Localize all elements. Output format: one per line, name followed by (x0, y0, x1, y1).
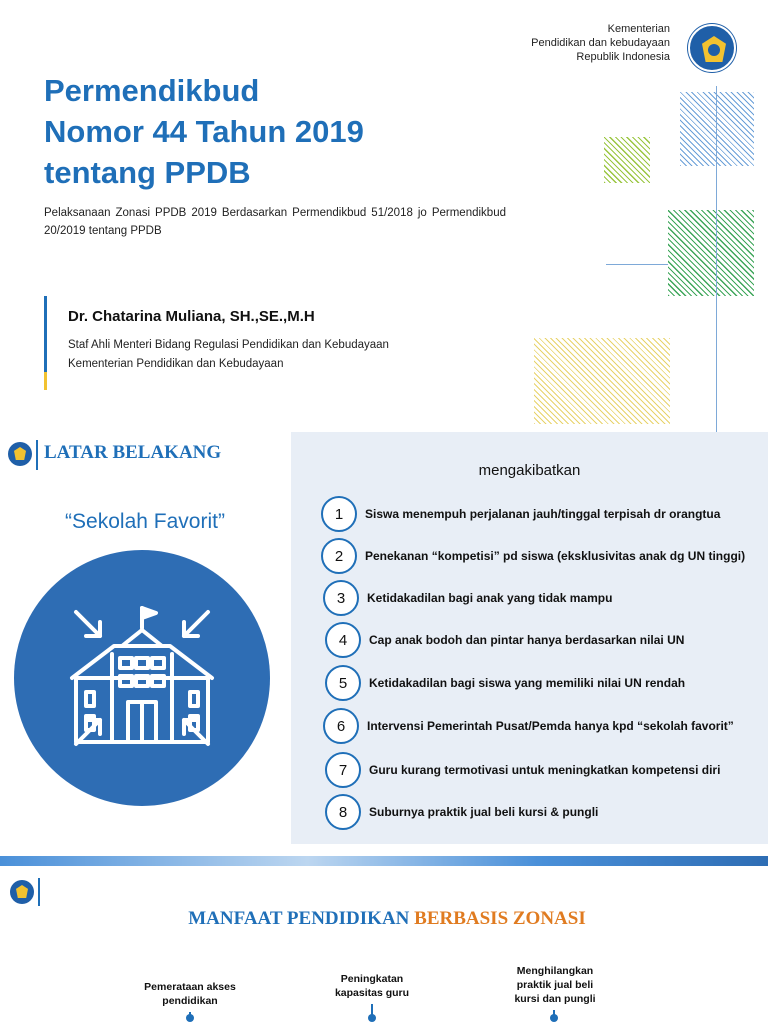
benefit-item: Pemerataan akses pendidikan (144, 981, 236, 1007)
item-number: 7 (325, 752, 361, 788)
item-number: 8 (325, 794, 361, 830)
list-item (325, 665, 685, 701)
item-text: Cap anak bodoh dan pintar hanya berdasarkan nilai UN (369, 633, 685, 647)
ministry-logo-icon (8, 442, 32, 466)
consequences-panel (291, 432, 768, 844)
item-number: 2 (321, 538, 357, 574)
author-accent-bar (44, 372, 47, 390)
ministry-logo-icon (10, 880, 34, 904)
inward-arrow-icon (184, 612, 208, 636)
decor-hatch-green (668, 210, 754, 296)
timeline-pin (371, 1004, 373, 1020)
benefits-slide (0, 866, 768, 1024)
item-number: 3 (323, 580, 359, 616)
item-number: 4 (325, 622, 361, 658)
benefit-item: Peningkatan kapasitas guru (334, 973, 410, 999)
list-item (323, 580, 612, 616)
decor-line (716, 86, 717, 432)
section-heading: LATAR BELAKANG (44, 442, 222, 463)
item-text: Ketidakadilan bagi siswa yang memiliki nilai UN rendah (369, 676, 686, 690)
decor-line (606, 264, 668, 265)
school-building-icon (14, 550, 270, 806)
list-item (323, 708, 734, 744)
timeline-pin (553, 1010, 555, 1020)
item-text: Penekanan “kompetisi” pd siswa (eksklusivitas anak dg UN tinggi) (365, 549, 746, 563)
item-number: 6 (323, 708, 359, 744)
heading-divider (36, 440, 38, 470)
list-item (321, 496, 720, 532)
benefit-item: Menghilangkan praktik jual beli kursi dan pungli (514, 965, 596, 1005)
item-text: Intervensi Pemerintah Pusat/Pemda hanya kpd “sekolah favorit” (367, 719, 734, 733)
heading-divider (38, 878, 40, 906)
list-item (325, 794, 598, 830)
author-role: Staf Ahli Menteri Bidang Regulasi Pendidikan dan Kebudayaan Kementerian Pendidikan dan Kebudayaan (68, 339, 389, 370)
item-number: 1 (321, 496, 357, 532)
slide-divider (0, 856, 768, 866)
list-item (321, 538, 745, 574)
item-number: 5 (325, 665, 361, 701)
decor-hatch-yellow (534, 338, 670, 424)
title-slide (0, 0, 768, 432)
timeline-pin (189, 1012, 191, 1020)
author-accent-bar (44, 296, 47, 372)
page-title: Permendikbud Nomor 44 Tahun 2019 tentang PPDB (44, 73, 364, 190)
quote-text: “Sekolah Favorit” (65, 510, 225, 533)
background-slide (0, 432, 768, 856)
item-text: Siswa menempuh perjalanan jauh/tinggal terpisah dr orangtua (365, 507, 721, 521)
author-name: Dr. Chatarina Muliana, SH.,SE.,M.H (68, 308, 315, 325)
ministry-logo-icon (688, 24, 736, 72)
item-text: Ketidakadilan bagi anak yang tidak mampu (367, 591, 613, 605)
inward-arrow-icon (76, 612, 100, 636)
ministry-name: Kementerian Pendidikan dan kebudayaan Republik Indonesia (531, 23, 670, 63)
item-text: Guru kurang termotivasi untuk meningkatkan kompetensi diri (369, 763, 721, 777)
decor-hatch-lime (604, 137, 650, 183)
decor-hatch-blue (680, 92, 754, 166)
item-text: Suburnya praktik jual beli kursi & pungli (369, 805, 599, 819)
section-heading: MANFAAT PENDIDIKAN BERBASIS ZONASI (188, 908, 586, 929)
subtitle: Pelaksanaan Zonasi PPDB 2019 Berdasarkan Permendikbud 51/2018 jo Permendikbud 20/2019 tentang PPDB (44, 207, 506, 237)
list-item (325, 622, 684, 658)
list-item (325, 752, 720, 788)
school-illustration (14, 550, 270, 806)
panel-title: mengakibatkan (478, 462, 581, 479)
